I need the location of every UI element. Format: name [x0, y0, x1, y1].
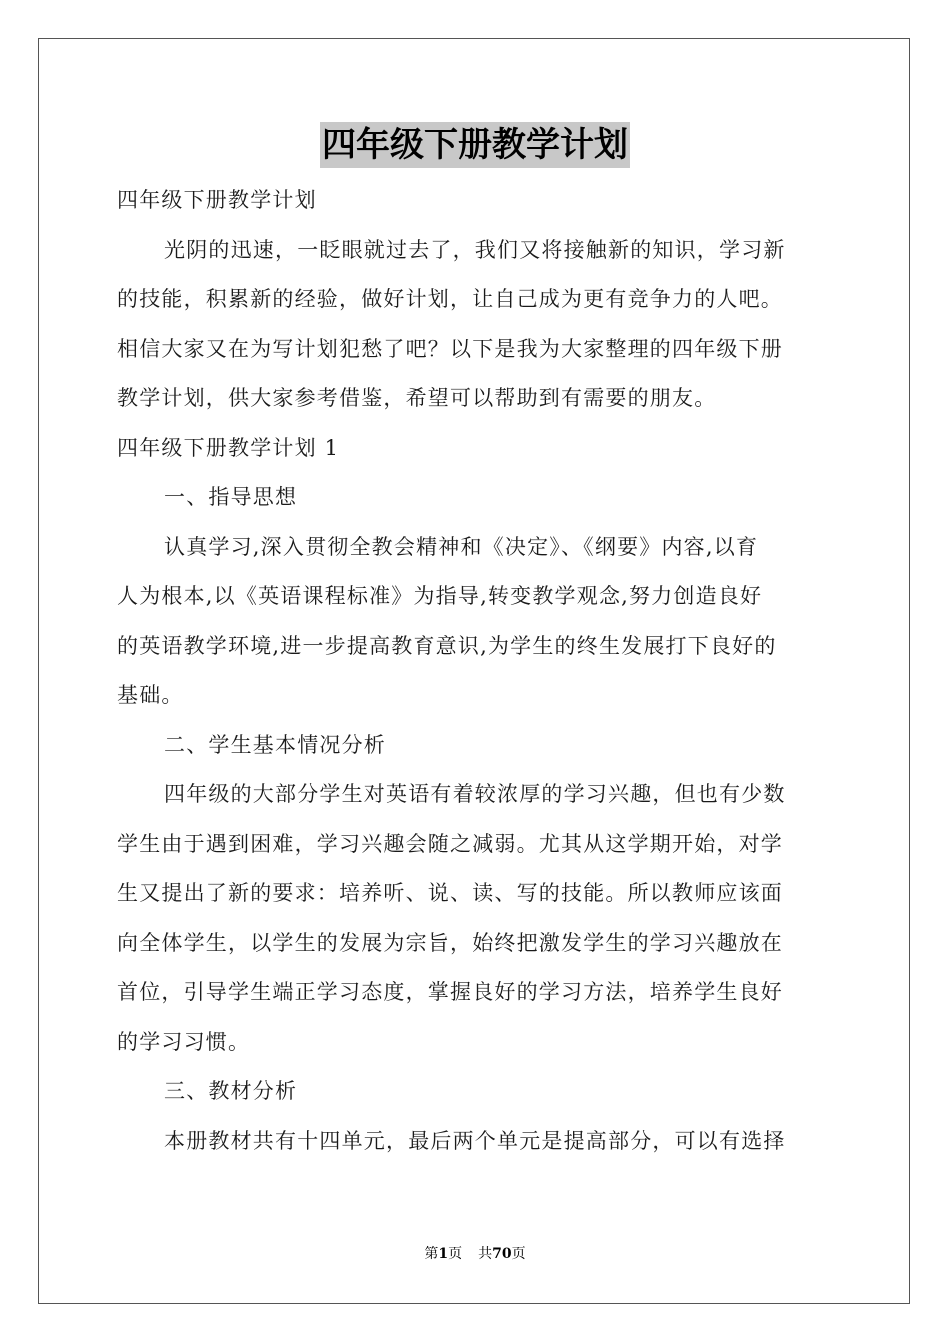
text-line: 光阴的迅速，一眨眼就过去了，我们又将接触新的知识，学习新 [164, 237, 786, 262]
text-line: 生又提出了新的要求：培养听、说、读、写的技能。所以教师应该面 [117, 881, 783, 905]
text-line: 基础。 [117, 683, 184, 707]
text-line: 学生由于遇到困难，学习兴趣会随之减弱。尤其从这学期开始，对学 [117, 831, 783, 856]
text-line: 的学习习惯。 [117, 1029, 251, 1054]
text-line: 相信大家又在为写计划犯愁了吧？以下是我为大家整理的四年级下册 [117, 336, 783, 361]
text-line: 人为根本,以《英语课程标准》为指导,转变教学观念,努力创造良好 [117, 584, 763, 608]
text-line: 认真学习,深入贯彻全教会精神和《决定》、《纲要》内容,以育 [164, 534, 759, 559]
text-line: 的英语教学环境,进一步提高教育意识,为学生的终生发展打下良好的 [117, 633, 777, 658]
document-title: 四年级下册教学计划 [320, 122, 630, 168]
title-container [0, 122, 950, 168]
document-body [117, 176, 833, 1166]
text-line: 教学计划，供大家参考借鉴，希望可以帮助到有需要的朋友。 [117, 386, 717, 410]
section-heading: 四年级下册教学计划 1 [117, 435, 340, 460]
subsection-heading: 三、教材分析 [164, 1079, 298, 1103]
page-footer [0, 1244, 950, 1264]
page-number: 第1页 [424, 1246, 463, 1262]
total-pages: 共70页 [478, 1246, 526, 1262]
text-line: 四年级下册教学计划 [117, 188, 317, 212]
text-line: 向全体学生，以学生的发展为宗旨，始终把激发学生的学习兴趣放在 [117, 930, 783, 955]
subsection-heading: 一、指导思想 [164, 485, 298, 509]
text-line: 四年级的大部分学生对英语有着较浓厚的学习兴趣，但也有少数 [164, 782, 786, 806]
text-line: 首位，引导学生端正学习态度，掌握良好的学习方法，培养学生良好 [117, 980, 783, 1004]
text-line: 本册教材共有十四单元，最后两个单元是提高部分，可以有选择 [164, 1128, 786, 1153]
text-line: 的技能，积累新的经验，做好计划，让自己成为更有竞争力的人吧。 [117, 287, 783, 311]
subsection-heading: 二、学生基本情况分析 [164, 732, 386, 757]
